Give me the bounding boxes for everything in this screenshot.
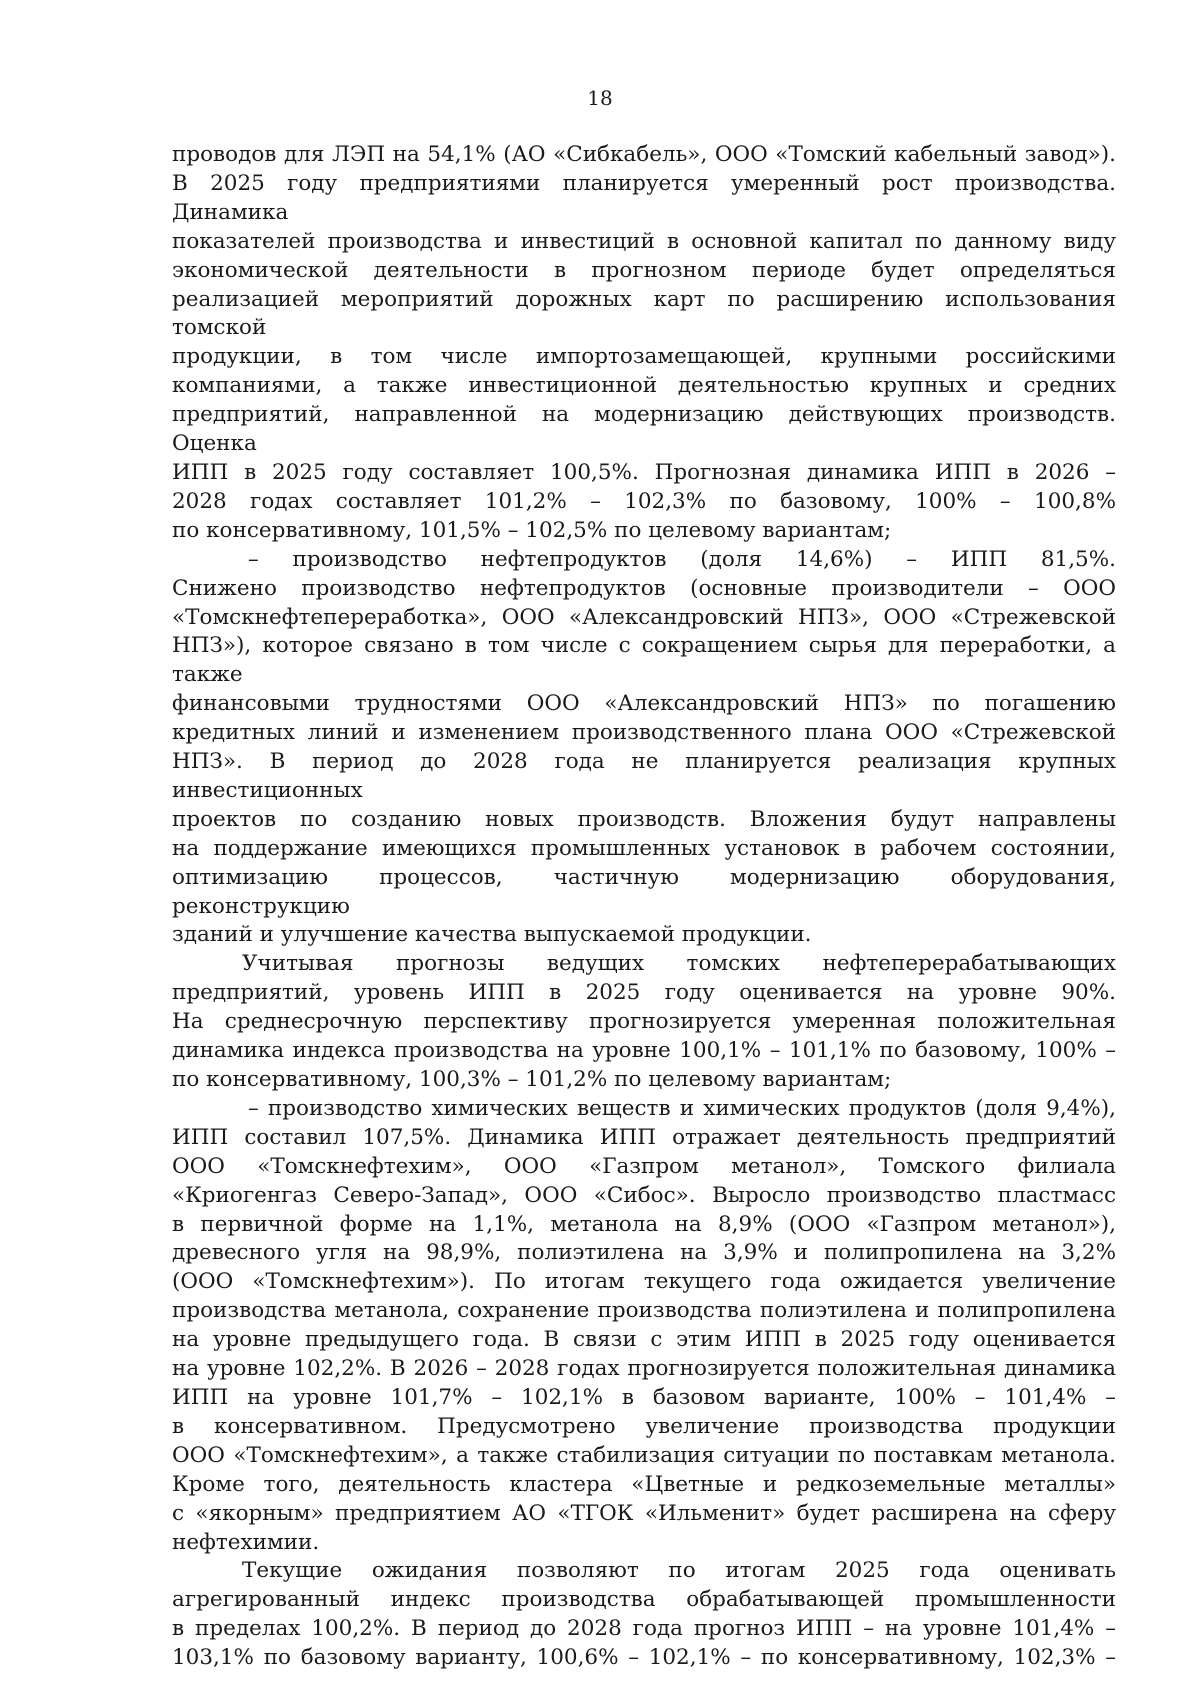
text-line: динамика индекса производства на уровне 100,1% – 101,1% по базовому, 100% – bbox=[172, 1038, 1116, 1064]
text-line: с «якорным» предприятием АО «ТГОК «Ильменит» будет расширена на сферу bbox=[172, 1500, 1116, 1526]
text-line: реализацией мероприятий дорожных карт по расширению использования томской bbox=[172, 286, 1116, 341]
text-line: финансовыми трудностями ООО «Александровский НПЗ» по погашению bbox=[172, 691, 1116, 717]
text-line: ИПП составил 107,5%. Динамика ИПП отражает деятельность предприятий bbox=[172, 1124, 1116, 1150]
text-line: Снижено производство нефтепродуктов (основные производители – ООО bbox=[172, 575, 1116, 601]
text-line: на уровне 102,2%. В 2026 – 2028 годах прогнозируется положительная динамика bbox=[172, 1356, 1116, 1382]
text-line: В 2025 году предприятиями планируется умеренный рост производства. Динамика bbox=[172, 170, 1116, 225]
text-line: предприятий, направленной на модернизацию действующих производств. Оценка bbox=[172, 402, 1116, 457]
paragraph-3 bbox=[172, 950, 1116, 1095]
text-line: ИПП на уровне 101,7% – 102,1% в базовом варианте, 100% – 101,4% – bbox=[172, 1384, 1116, 1410]
paragraph-2 bbox=[172, 546, 1116, 951]
text-line: агрегированный индекс производства обрабатывающей промышленности bbox=[172, 1587, 1116, 1613]
text-line: нефтехимии. bbox=[172, 1529, 320, 1555]
paragraph-5 bbox=[172, 1557, 1116, 1673]
text-line: проводов для ЛЭП на 54,1% (АО «Сибкабель», ООО «Томский кабельный завод»). bbox=[172, 142, 1116, 167]
text-line: проектов по созданию новых производств. Вложения будут направлены bbox=[172, 806, 1116, 832]
text-line: ООО «Томскнефтехим», ООО «Газпром метанол», Томского филиала bbox=[172, 1153, 1116, 1179]
text-line: «Томскнефтепереработка», ООО «Александровский НПЗ», ООО «Стрежевской bbox=[172, 604, 1116, 630]
text-line: 103,1% по базовому варианту, 100,6% – 102,1% – по консервативному, 102,3% – bbox=[172, 1645, 1116, 1671]
text-line: НПЗ». В период до 2028 года не планируется реализация крупных инвестиционных bbox=[172, 749, 1116, 803]
text-line: оптимизацию процессов, частичную модернизацию оборудования, реконструкцию bbox=[172, 864, 1116, 919]
text-line: – производство нефтепродуктов (доля 14,6%) – ИПП 81,5%. bbox=[248, 546, 1116, 572]
paragraph-1 bbox=[172, 141, 1116, 546]
text-line: Текущие ожидания позволяют по итогам 2025 года оценивать bbox=[242, 1558, 1116, 1584]
page-number: 18 bbox=[587, 86, 613, 110]
text-line: компаниями, а также инвестиционной деятельностью крупных и средних bbox=[172, 373, 1116, 399]
text-line: по консервативному, 101,5% – 102,5% по целевому вариантам; bbox=[172, 517, 892, 543]
text-line: производства метанола, сохранение производства полиэтилена и полипропилена bbox=[172, 1298, 1116, 1324]
text-line: на уровне предыдущего года. В связи с этим ИПП в 2025 году оценивается bbox=[172, 1327, 1116, 1353]
text-line: продукции, в том числе импортозамещающей, крупными российскими bbox=[172, 344, 1116, 370]
text-line: ИПП в 2025 году составляет 100,5%. Прогнозная динамика ИПП в 2026 – bbox=[172, 459, 1116, 485]
text-line: – производство химических веществ и химических продуктов (доля 9,4%), bbox=[248, 1095, 1116, 1121]
text-line: На среднесрочную перспективу прогнозируется умеренная положительная bbox=[172, 1009, 1116, 1035]
text-line: Учитывая прогнозы ведущих томских нефтеперерабатывающих bbox=[242, 951, 1116, 977]
text-line: в консервативном. Предусмотрено увеличение производства продукции bbox=[172, 1413, 1116, 1439]
text-line: в пределах 100,2%. В период до 2028 года прогноз ИПП – на уровне 101,4% – bbox=[172, 1616, 1116, 1642]
text-line: «Криогенгаз Северо-Запад», ООО «Сибос». Выросло производство пластмасс bbox=[172, 1182, 1116, 1208]
text-line: предприятий, уровень ИПП в 2025 году оценивается на уровне 90%. bbox=[172, 980, 1116, 1006]
text-line: в первичной форме на 1,1%, метанола на 8,9% (ООО «Газпром метанол»), bbox=[172, 1211, 1116, 1237]
text-line: ООО «Томскнефтехим», а также стабилизация ситуации по поставкам метанола. bbox=[172, 1442, 1116, 1468]
paragraph-4 bbox=[172, 1095, 1116, 1558]
text-line: древесного угля на 98,9%, полиэтилена на 3,9% и полипропилена на 3,2% bbox=[172, 1240, 1116, 1266]
text-line: по консервативному, 100,3% – 101,2% по целевому вариантам; bbox=[172, 1067, 892, 1092]
text-line: кредитных линий и изменением производственного плана ООО «Стрежевской bbox=[172, 720, 1116, 746]
text-line: на поддержание имеющихся промышленных установок в рабочем состоянии, bbox=[172, 835, 1116, 861]
text-line: зданий и улучшение качества выпускаемой продукции. bbox=[172, 922, 812, 948]
text-line: экономической деятельности в прогнозном периоде будет определяться bbox=[172, 257, 1116, 283]
text-line: показателей производства и инвестиций в основной капитал по данному виду bbox=[172, 228, 1116, 254]
text-line: НПЗ»), которое связано в том числе с сокращением сырья для переработки, а также bbox=[172, 633, 1116, 688]
text-line: (ООО «Томскнефтехим»). По итогам текущего года ожидается увеличение bbox=[172, 1269, 1116, 1295]
text-line: Кроме того, деятельность кластера «Цветные и редкоземельные металлы» bbox=[172, 1471, 1116, 1497]
text-line: 2028 годах составляет 101,2% – 102,3% по базовому, 100% – 100,8% bbox=[172, 488, 1116, 514]
document-body bbox=[172, 141, 1116, 1673]
